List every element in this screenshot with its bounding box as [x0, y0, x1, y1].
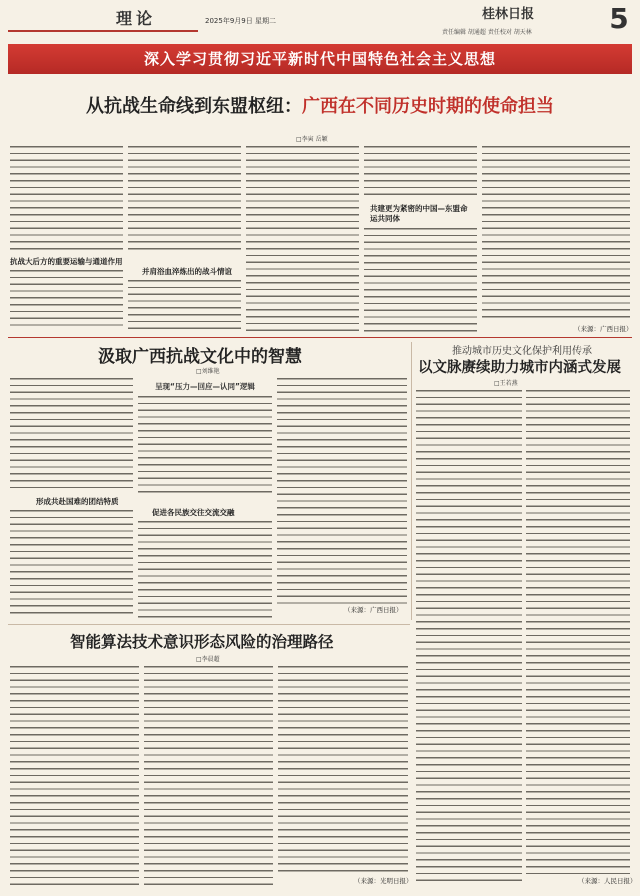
- article1-column-4b: [364, 228, 477, 332]
- article1-column-4a: [364, 146, 477, 200]
- article2-column-1a: [10, 378, 133, 492]
- column-divider: [411, 342, 412, 620]
- article1-subhead-3: 并肩浴血淬炼出的战斗情谊: [128, 266, 255, 277]
- article1-byline: □李寅 岳颖: [296, 136, 328, 143]
- article2-source: （来源：广西日报）: [344, 606, 403, 614]
- article3-title[interactable]: 以文脉赓续助力城市内涵式发展: [418, 359, 621, 376]
- article3-column-2: [526, 390, 630, 874]
- article1-column-2b: [128, 280, 241, 332]
- page-number: 5: [609, 2, 629, 35]
- page-header: [0, 0, 640, 40]
- divider-bottom: [8, 624, 410, 625]
- article4-column-1: [10, 666, 139, 886]
- section-title: 理论: [116, 9, 157, 28]
- article1-title-part1: 从抗战生命线到东盟枢纽：: [86, 96, 302, 117]
- article4-title[interactable]: 智能算法技术意识形态风险的治理路径: [70, 632, 334, 651]
- article2-subhead-2: 促进各民族交往交流交融: [152, 508, 235, 517]
- article2-column-3: [277, 378, 407, 604]
- article4-byline: □李晨超: [196, 656, 220, 663]
- article1-column-3: [246, 146, 359, 332]
- editor-credits: 责任编辑 胡通超 责任校对 胡天林: [442, 29, 532, 36]
- article1-column-1a: [10, 146, 123, 254]
- article2-byline: □刘维艳: [196, 368, 220, 375]
- article3-source: （来源：人民日报）: [578, 877, 637, 885]
- article2-subhead-1: 形成共赴国难的团结特质: [36, 497, 119, 506]
- article4-source: （来源：光明日报）: [354, 877, 413, 885]
- section-header: [8, 4, 198, 32]
- newspaper-logo: 桂林日报: [482, 7, 535, 22]
- article2-column-1b: [10, 510, 133, 618]
- article2-pull-quote: 呈现“压力—回应—认同”逻辑: [138, 381, 272, 392]
- article4-column-3: [278, 666, 408, 874]
- article1-title-part2: 广西在不同历史时期的使命担当: [302, 96, 554, 117]
- article1-column-2a: [128, 146, 241, 254]
- article1-subhead-2: 共建更为紧密的中国—东盟命运共同体: [370, 204, 474, 224]
- article2-title[interactable]: 汲取广西抗战文化中的智慧: [98, 347, 302, 367]
- article2-column-2a: [138, 396, 272, 496]
- article1-subhead-1: 抗战大后方的重要运输与通道作用: [10, 257, 123, 266]
- banner-text: 深入学习贯彻习近平新时代中国特色社会主义思想: [143, 50, 496, 68]
- article3-kicker: 推动城市历史文化保护利用传承: [452, 346, 592, 357]
- date-line: 2025年9月9日 星期二: [205, 17, 276, 25]
- theme-banner: [8, 44, 632, 74]
- article1-column-1b: [10, 270, 123, 330]
- article3-column-1: [416, 390, 522, 886]
- article1-source: （来源：广西日报）: [574, 325, 633, 333]
- article1-title[interactable]: [8, 92, 632, 118]
- article2-column-2b: [138, 521, 272, 618]
- article4-column-2: [144, 666, 273, 886]
- article3-byline: □王若燕: [494, 380, 518, 387]
- article1-column-5: [482, 146, 630, 322]
- divider-top: [8, 337, 632, 338]
